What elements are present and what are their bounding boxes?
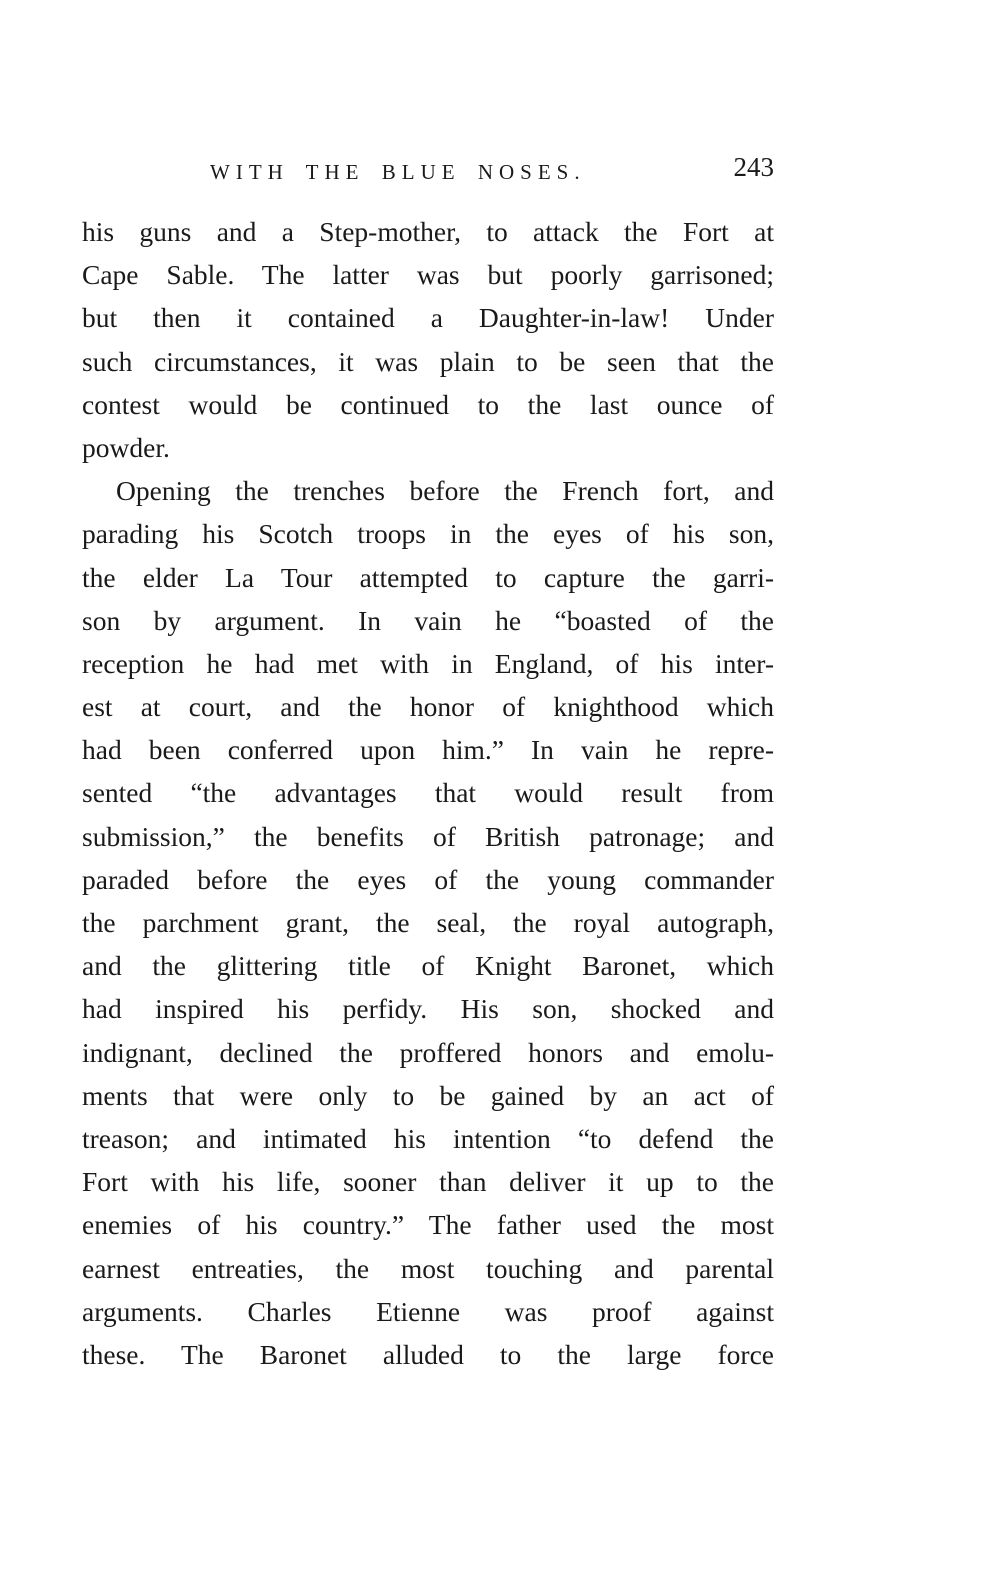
text-line: paraded before the eyes of the young commander	[82, 863, 774, 895]
text-line: son by argument. In vain he “boasted of the	[82, 604, 774, 636]
text-line: Opening the trenches before the French fort, and	[116, 475, 774, 507]
text-line: his guns and a Step-mother, to attack the Fort at	[82, 216, 774, 247]
text-line: the elder La Tour attempted to capture the garri-	[82, 561, 774, 593]
text-line: Fort with his life, sooner than deliver it up to the	[82, 1166, 774, 1198]
text-line: earnest entreaties, the most touching and parental	[82, 1252, 774, 1284]
page-number: 243	[733, 152, 774, 182]
text-line: submission,” the benefits of British patronage; and	[82, 820, 774, 852]
text-line: contest would be continued to the last ounce of	[82, 388, 774, 420]
text-line: est at court, and the honor of knighthood which	[82, 691, 774, 723]
text-line: had inspired his perfidy. His son, shocked and	[82, 993, 774, 1025]
paragraph-1	[82, 210, 774, 469]
text-line: the parchment grant, the seal, the royal autograph,	[82, 907, 774, 938]
text-line: treason; and intimated his intention “to defend the	[82, 1122, 774, 1154]
text-line: such circumstances, it was plain to be seen that the	[82, 345, 774, 377]
text-line: and the glittering title of Knight Baronet, which	[82, 950, 774, 982]
text-line: parading his Scotch troops in the eyes of his son,	[82, 518, 774, 550]
text-line: sented “the advantages that would result from	[82, 777, 774, 809]
text-line: indignant, declined the proffered honors and emolu-	[82, 1036, 774, 1068]
body-text	[82, 210, 774, 1376]
text-line: arguments. Charles Etienne was proof against	[82, 1295, 774, 1327]
text-line: had been conferred upon him.” In vain he repre-	[82, 734, 774, 766]
text-line: but then it contained a Daughter-in-law! Under	[82, 302, 774, 334]
paragraph-2	[82, 469, 774, 1376]
running-title: WITH THE BLUE NOSES.	[210, 160, 586, 184]
text-line: powder.	[82, 431, 170, 463]
text-line: ments that were only to be gained by an act of	[82, 1079, 774, 1111]
text-line: Cape Sable. The latter was but poorly garrisoned;	[82, 259, 774, 291]
running-head	[82, 152, 774, 192]
text-line: reception he had met with in England, of his inter-	[82, 647, 774, 679]
text-line: enemies of his country.” The father used the most	[82, 1209, 774, 1241]
text-line: these. The Baronet alluded to the large force	[82, 1338, 774, 1370]
